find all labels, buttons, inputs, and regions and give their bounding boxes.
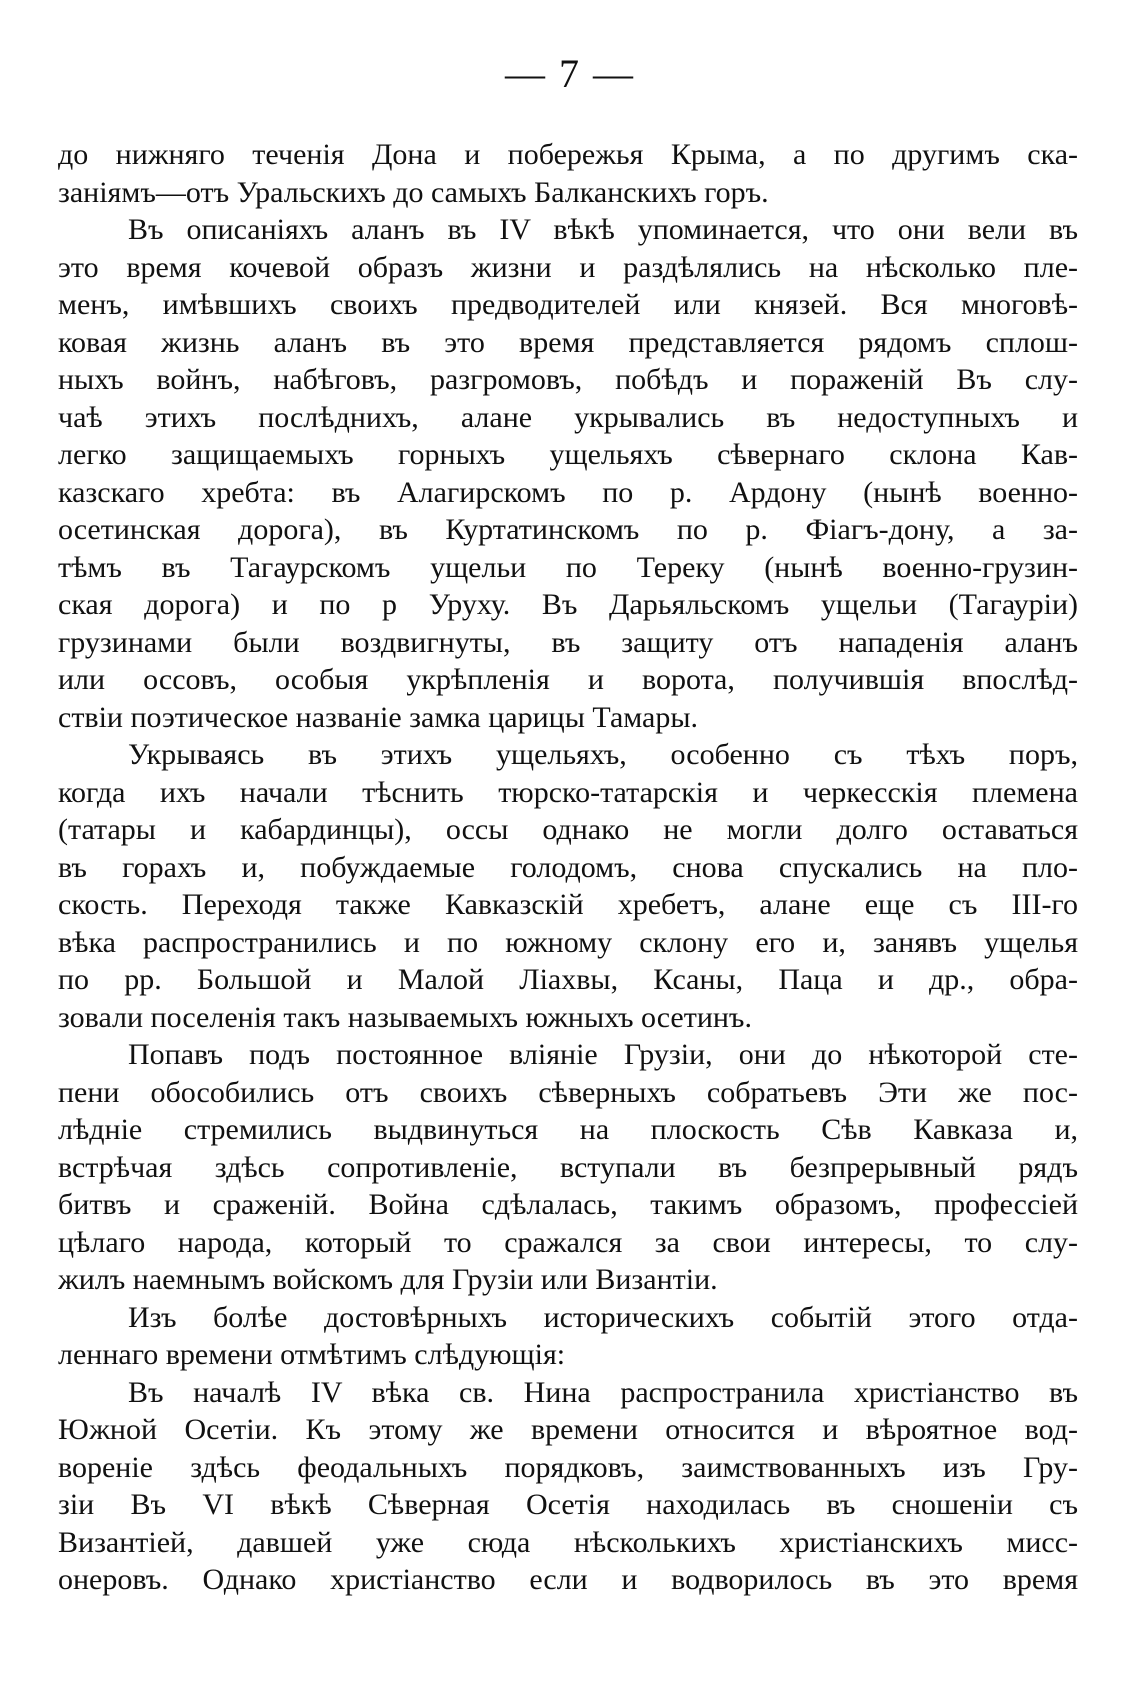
body-text — [58, 136, 1078, 1599]
text-line: менъ, имѣвшихъ своихъ предводителей или князей. Вся многовѣ- — [58, 288, 1078, 321]
text-line: ствіи поэтическое названіе замка царицы Тамары. — [58, 700, 699, 734]
text-line: (татары и кабардинцы), оссы однако не могли долго оставаться — [58, 813, 1078, 846]
text-line: или оссовъ, особыя укрѣпленія и ворота, получившія впослѣд- — [58, 663, 1078, 696]
text-line: ковая жизнь аланъ въ это время представляется рядомъ сплош- — [58, 325, 1078, 359]
text-line: въ горахъ и, побуждаемые голодомъ, снова спускались на пло- — [58, 850, 1078, 884]
text-line: ныхъ войнъ, набѣговъ, разгромовъ, побѣдъ и пораженій Въ слу- — [58, 363, 1078, 396]
paragraph-start-line: Въ началѣ IV вѣка св. Нина распространила христіанство въ — [128, 1375, 1078, 1409]
text-line: зовали поселенія такъ называемыхъ южныхъ осетинъ. — [58, 1000, 752, 1034]
text-line: леннаго времени отмѣтимъ слѣдующія: — [58, 1338, 566, 1371]
text-line: заніямъ—отъ Уральскихъ до самыхъ Балканскихъ горъ. — [58, 175, 769, 209]
text-line: Южной Осетіи. Къ этому же времени относится и вѣроятное вод- — [58, 1413, 1078, 1446]
text-line: цѣлаго народа, который то сражался за свои интересы, то слу- — [58, 1225, 1078, 1259]
page-number: — 7 — — [505, 51, 635, 96]
text-line: зіи Въ VI вѣкѣ Сѣверная Осетія находилась въ сношеніи съ — [58, 1488, 1078, 1521]
text-line: встрѣчая здѣсь сопротивленіе, вступали въ безпрерывный рядъ — [58, 1150, 1078, 1184]
text-line: вореніе здѣсь феодальныхъ порядковъ, заимствованныхъ изъ Гру- — [58, 1450, 1078, 1484]
paragraph-start-line: Изъ болѣе достовѣрныхъ историческихъ событій этого отда- — [128, 1300, 1078, 1334]
text-line: онеровъ. Однако христіанство если и водворилось въ это время — [58, 1563, 1078, 1596]
text-line: когда ихъ начали тѣснить тюрско-татарскія и черкесскія племена — [58, 775, 1078, 809]
text-line: Византіей, давшей уже сюда нѣсколькихъ христіанскихъ мисс- — [58, 1525, 1078, 1559]
text-line: пени обособились отъ своихъ сѣверныхъ собратьевъ Эти же пос- — [58, 1075, 1078, 1109]
paragraph-start-line: Въ описаніяхъ аланъ въ IV вѣкѣ упоминается, что они вели въ — [128, 213, 1078, 246]
text-line: казскаго хребта: въ Алагирскомъ по р. Ардону (нынѣ военно- — [58, 475, 1078, 509]
text-line: по рр. Большой и Малой Ліахвы, Ксаны, Паца и др., обра- — [58, 963, 1078, 996]
text-line: легко защищаемыхъ горныхъ ущельяхъ сѣвернаго склона Кав- — [58, 438, 1078, 471]
text-line: жилъ наемнымъ войскомъ для Грузіи или Византіи. — [58, 1263, 718, 1296]
text-line: до нижняго теченія Дона и побережья Крыма, а по другимъ ска- — [58, 138, 1078, 171]
text-line: это время кочевой образъ жизни и раздѣлялись на нѣсколько пле- — [58, 250, 1078, 284]
text-line: битвъ и сраженій. Война сдѣлалась, такимъ образомъ, профессіей — [58, 1188, 1078, 1221]
paragraph-start-line: Укрываясь въ этихъ ущельяхъ, особенно съ тѣхъ поръ, — [128, 738, 1078, 771]
text-line: ская дорога) и по р Уруху. Въ Дарьяльскомъ ущельи (Тагауріи) — [58, 588, 1078, 621]
text-line: вѣка распространились и по южному склону его и, занявъ ущелья — [58, 925, 1078, 959]
text-line: осетинская дорога), въ Куртатинскомъ по р. Фіагъ-дону, а за- — [58, 513, 1078, 546]
text-line: тѣмъ въ Тагаурскомъ ущельи по Тереку (нынѣ военно-грузин- — [58, 550, 1078, 584]
text-line: скость. Переходя также Кавказскій хребетъ, алане еще съ III-го — [58, 888, 1078, 921]
text-line: чаѣ этихъ послѣднихъ, алане укрывались въ недоступныхъ и — [58, 400, 1078, 434]
text-line: лѣдніе стремились выдвинуться на плоскость Сѣв Кавказа и, — [58, 1113, 1078, 1146]
text-line: грузинами были воздвигнуты, въ защиту отъ нападенія аланъ — [58, 625, 1078, 659]
paragraph-start-line: Попавъ подъ постоянное вліяніе Грузіи, они до нѣкоторой сте- — [128, 1038, 1078, 1071]
